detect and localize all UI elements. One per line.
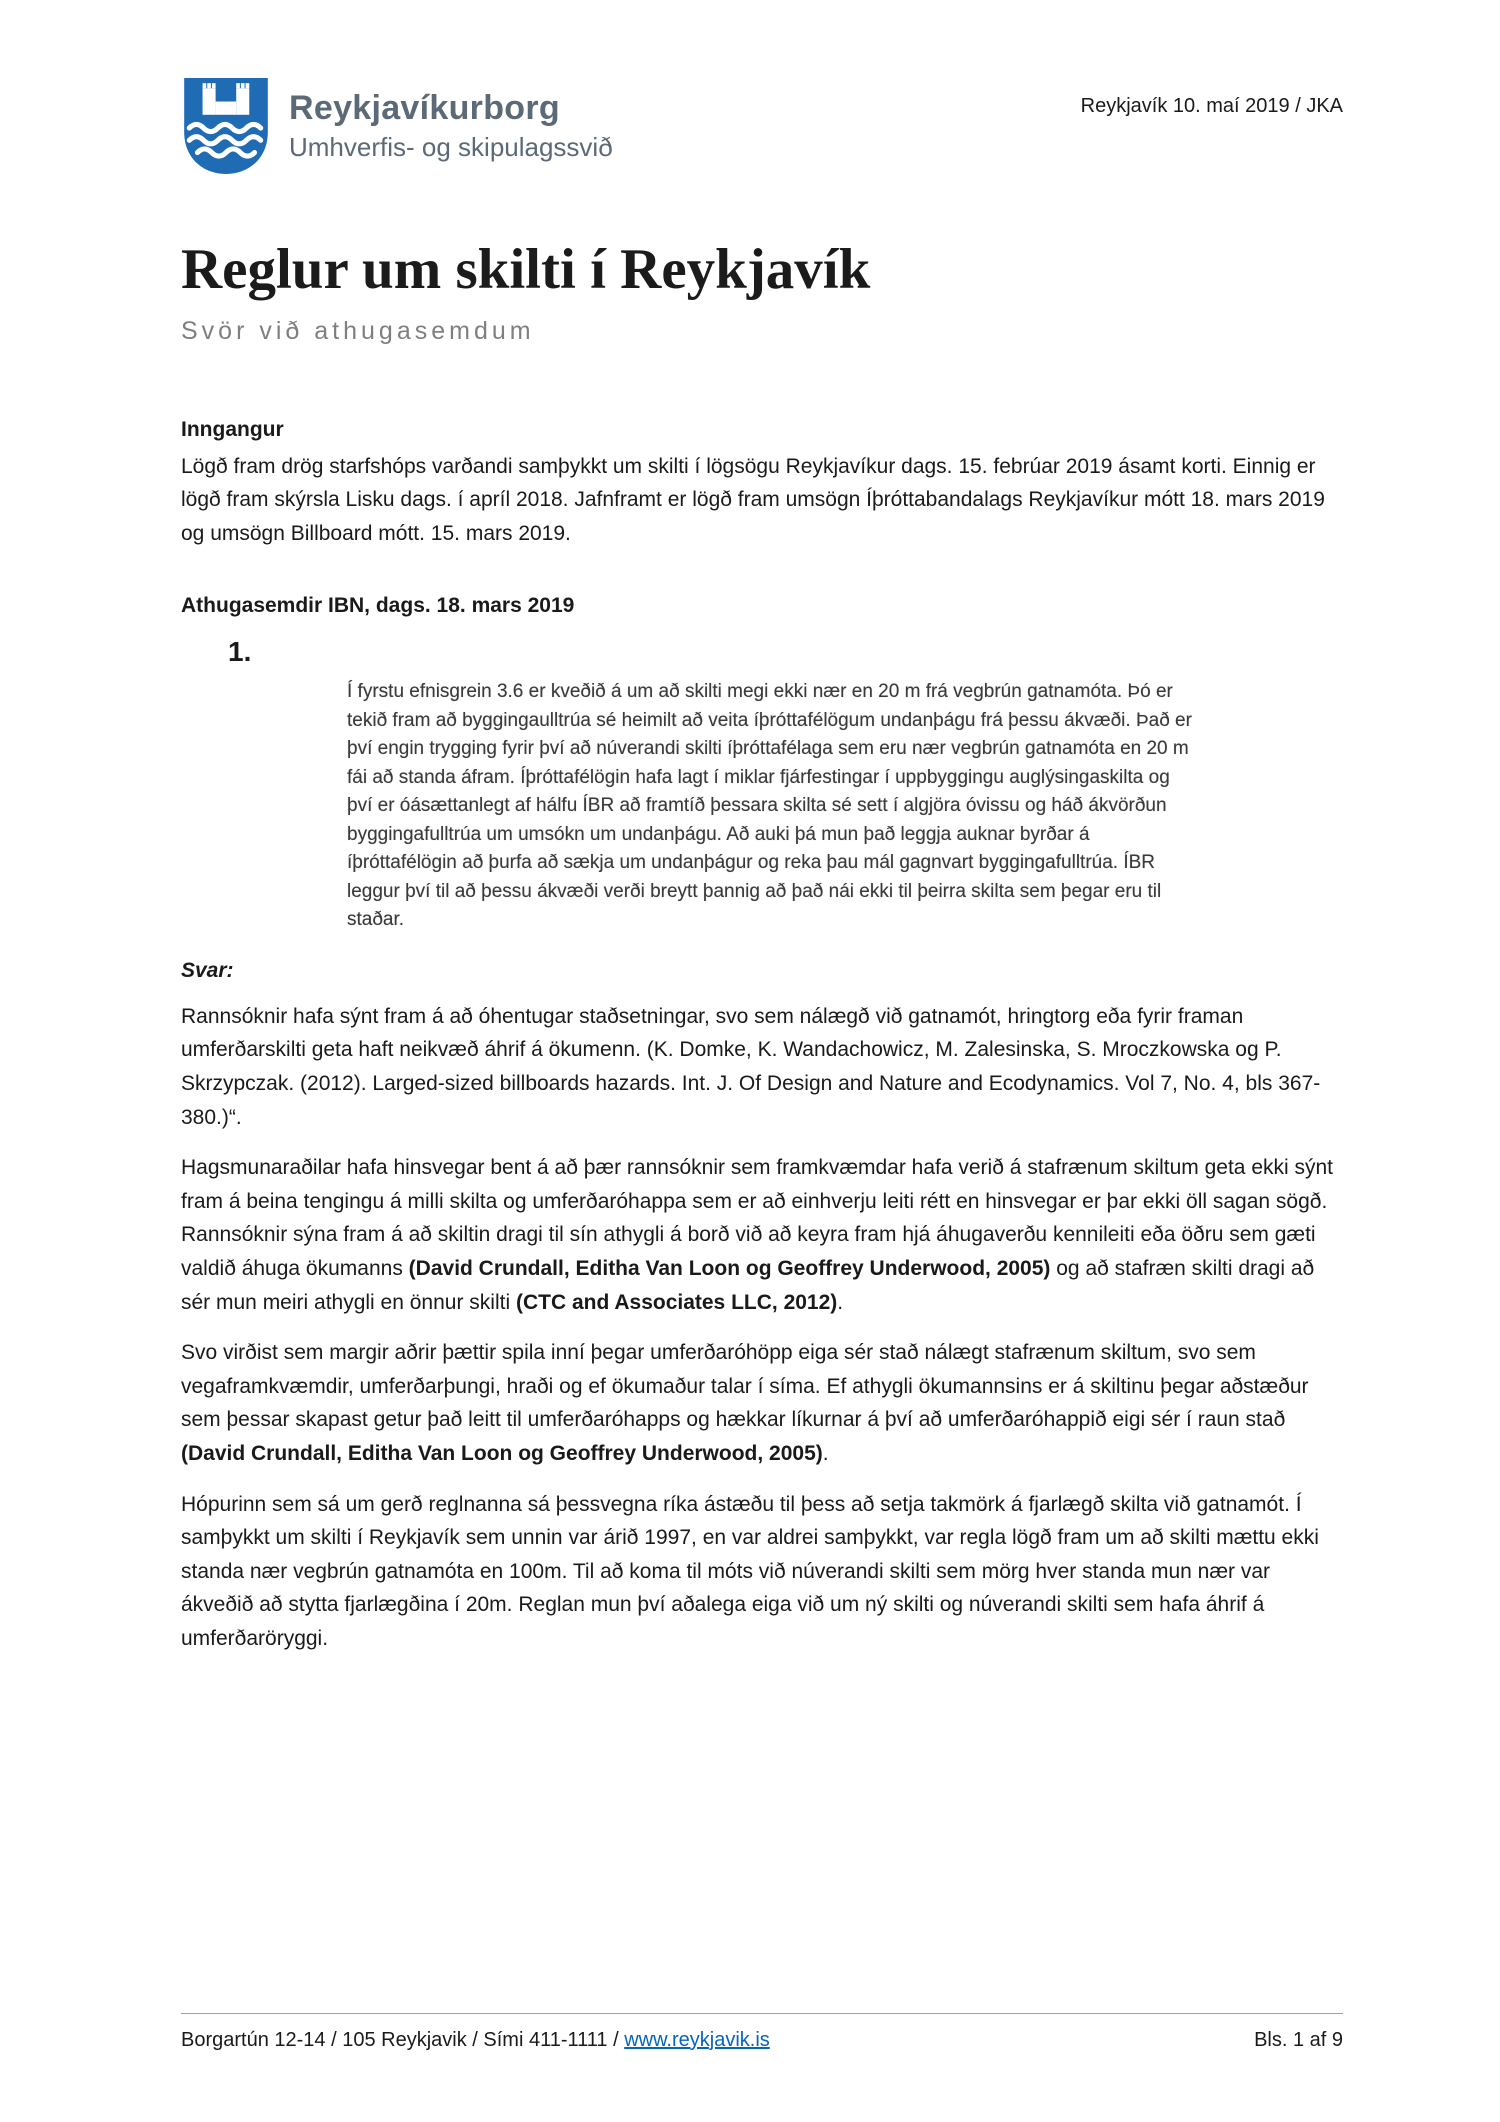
footer-page-number: Bls. 1 af 9: [1254, 2029, 1343, 2051]
logo-org-name: Reykjavíkurborg: [289, 89, 560, 127]
citation-crundall: (David Crundall, Editha Van Loon og Geoffrey Underwood, 2005): [408, 1256, 1051, 1280]
answer-2-text-a: Hagsmunaraðilar hafa hinsvegar bent á að þær rannsóknir sem framkvæmdar hafa verið á stafrænum skiltum geta ekki sýnt fram á beina tengingu á milli skilta og umferðaróhappa sem er að einhverju leiti rétt en hinsvegar er þar ekki öll sagan sögð. Rannsóknir sýna fram á að skiltin dragi til sín athygli á borð við að keyra fram hjá áhugaverðu kennileiti eða öðru sem gæti valdið áhuga ökumanns: [181, 1156, 1334, 1280]
page-subtitle: Svör við athugasemdum: [181, 316, 535, 345]
footer-address-text: Borgartún 12-14 / 105 Reykjavik / Sími 411-1111 /: [181, 2029, 625, 2051]
reykjavik-coat-of-arms-icon: [181, 75, 271, 177]
quoted-comment-text: Í fyrstu efnisgrein 3.6 er kveðið á um að skilti megi ekki nær en 20 m frá vegbrún gatnamóta. Þó er tekið fram að byggingaulltrúa sé heimilt að veita íþróttafélögum undanþágu frá þessu ákvæði. Það er því engin trygging fyrir því að núverandi skilti íþróttafélaga sem eru nær vegbrún gatnamóta en 20 m fái að standa áfram. Íþróttafélögin hafa lagt í miklar fjárfestingar í uppbyggingu auglýsingaskilta og því er óásættanlegt af hálfu ÍBR að framtíð þessara skilta sé sett í algjöra óvissu og háð ákvörðun byggingafulltrúa um umsókn um undanþágu. Að auki þá mun það leggja auknar byrðar á íþróttafélögin að þurfa að sækja um undanþágur og reka þau mál gagnvart byggingafulltrúa. ÍBR leggur því til að þessu ákvæði verði breytt þannig að það nái ekki til þeirra skilta sem þegar eru til staðar.: [347, 681, 1192, 931]
answer-paragraph-3: [181, 1336, 1343, 1470]
answer-label: Svar:: [181, 958, 234, 982]
footer: [181, 2013, 1343, 2052]
quoted-comment-scan: [347, 678, 1195, 935]
header-date-line: Reykjavík 10. maí 2019 / JKA: [1080, 95, 1343, 117]
header: [181, 75, 1343, 177]
footer-address-line: [181, 2029, 770, 2052]
answer-3-text-b: .: [822, 1441, 829, 1465]
logo: [181, 75, 613, 177]
answer-paragraph-4: Hópurinn sem sá um gerð reglnanna sá þessvegna ríka ástæðu til þess að setja takmörk á fjarlægð skilta við gatnamót. Í samþykkt um skilti í Reykjavík sem unnin var árið 1997, en var aldrei samþykkt, var regla lögð fram um að skilti mættu ekki standa nær vegbrún gatnamóta en 100m. Til að koma til móts við núverandi skilti sem mörg hver standa mun nær var ákveðið að stytta fjarlægðina í 20m. Reglan mun því aðalega eiga við um ný skilti og núverandi skilti sem hafa áhrif á umferðaröryggi.: [181, 1492, 1319, 1650]
page-title: Reglur um skilti í Reykjavík: [181, 238, 871, 301]
logo-dept-name: Umhverfis- og skipulagssvið: [289, 132, 613, 162]
answer-3-text-a: Svo virðist sem margir aðrir þættir spila inní þegar umferðaróhöpp eiga sér stað nálægt stafrænum skiltum, svo sem vegaframkvæmdir, umferðarþungi, hraði og ef ökumaður talar í síma. Ef athygli ökumannsins er á skiltinu þegar aðstæður sem þessar skapast getur það leitt til umferðaróhapps og hækkar líkurnar á því að umferðaróhappið eigi sér í raun stað: [181, 1341, 1309, 1432]
answer-2-text-b: og að stafræn skilti dragi að sér mun meiri athygli en önnur skilti: [181, 1256, 1315, 1314]
citation-ctc: (CTC and Associates LLC, 2012): [515, 1290, 838, 1314]
logo-text: [289, 89, 613, 163]
answer-2-text-c: .: [837, 1290, 844, 1314]
citation-crundall-2: (David Crundall, Editha Van Loon og Geoffrey Underwood, 2005): [181, 1441, 823, 1465]
intro-heading: Inngangur: [181, 417, 284, 441]
footer-website-link[interactable]: www.reykjavik.is: [624, 2029, 770, 2051]
answer-paragraph-2: [181, 1151, 1343, 1319]
comments-heading: Athugasemdir IBN, dags. 18. mars 2019: [181, 594, 575, 618]
intro-paragraph: Lögð fram drög starfshóps varðandi samþykkt um skilti í lögsögu Reykjavíkur dags. 15. febrúar 2019 ásamt korti. Einnig er lögð fram skýrsla Lisku dags. í apríl 2018. Jafnframt er lögð fram umsögn Íþróttabandalags Reykjavíkur mótt 18. mars 2019 og umsögn Billboard mótt. 15. mars 2019.: [181, 454, 1325, 545]
comment-item-number: 1.: [228, 636, 252, 668]
answer-paragraph-1: Rannsóknir hafa sýnt fram á að óhentugar staðsetningar, svo sem nálægð við gatnamót, hringtorg eða fyrir framan umferðarskilti geta haft neikvæð áhrif á ökumenn. (K. Domke, K. Wandachowicz, M. Zalesinska, S. Mroczkowska og P. Skrzypczak. (2012). Larged-sized billboards hazards. Int. J. Of Design and Nature and Ecodynamics. Vol 7, No. 4, bls 367-380.)“.: [181, 1004, 1321, 1129]
